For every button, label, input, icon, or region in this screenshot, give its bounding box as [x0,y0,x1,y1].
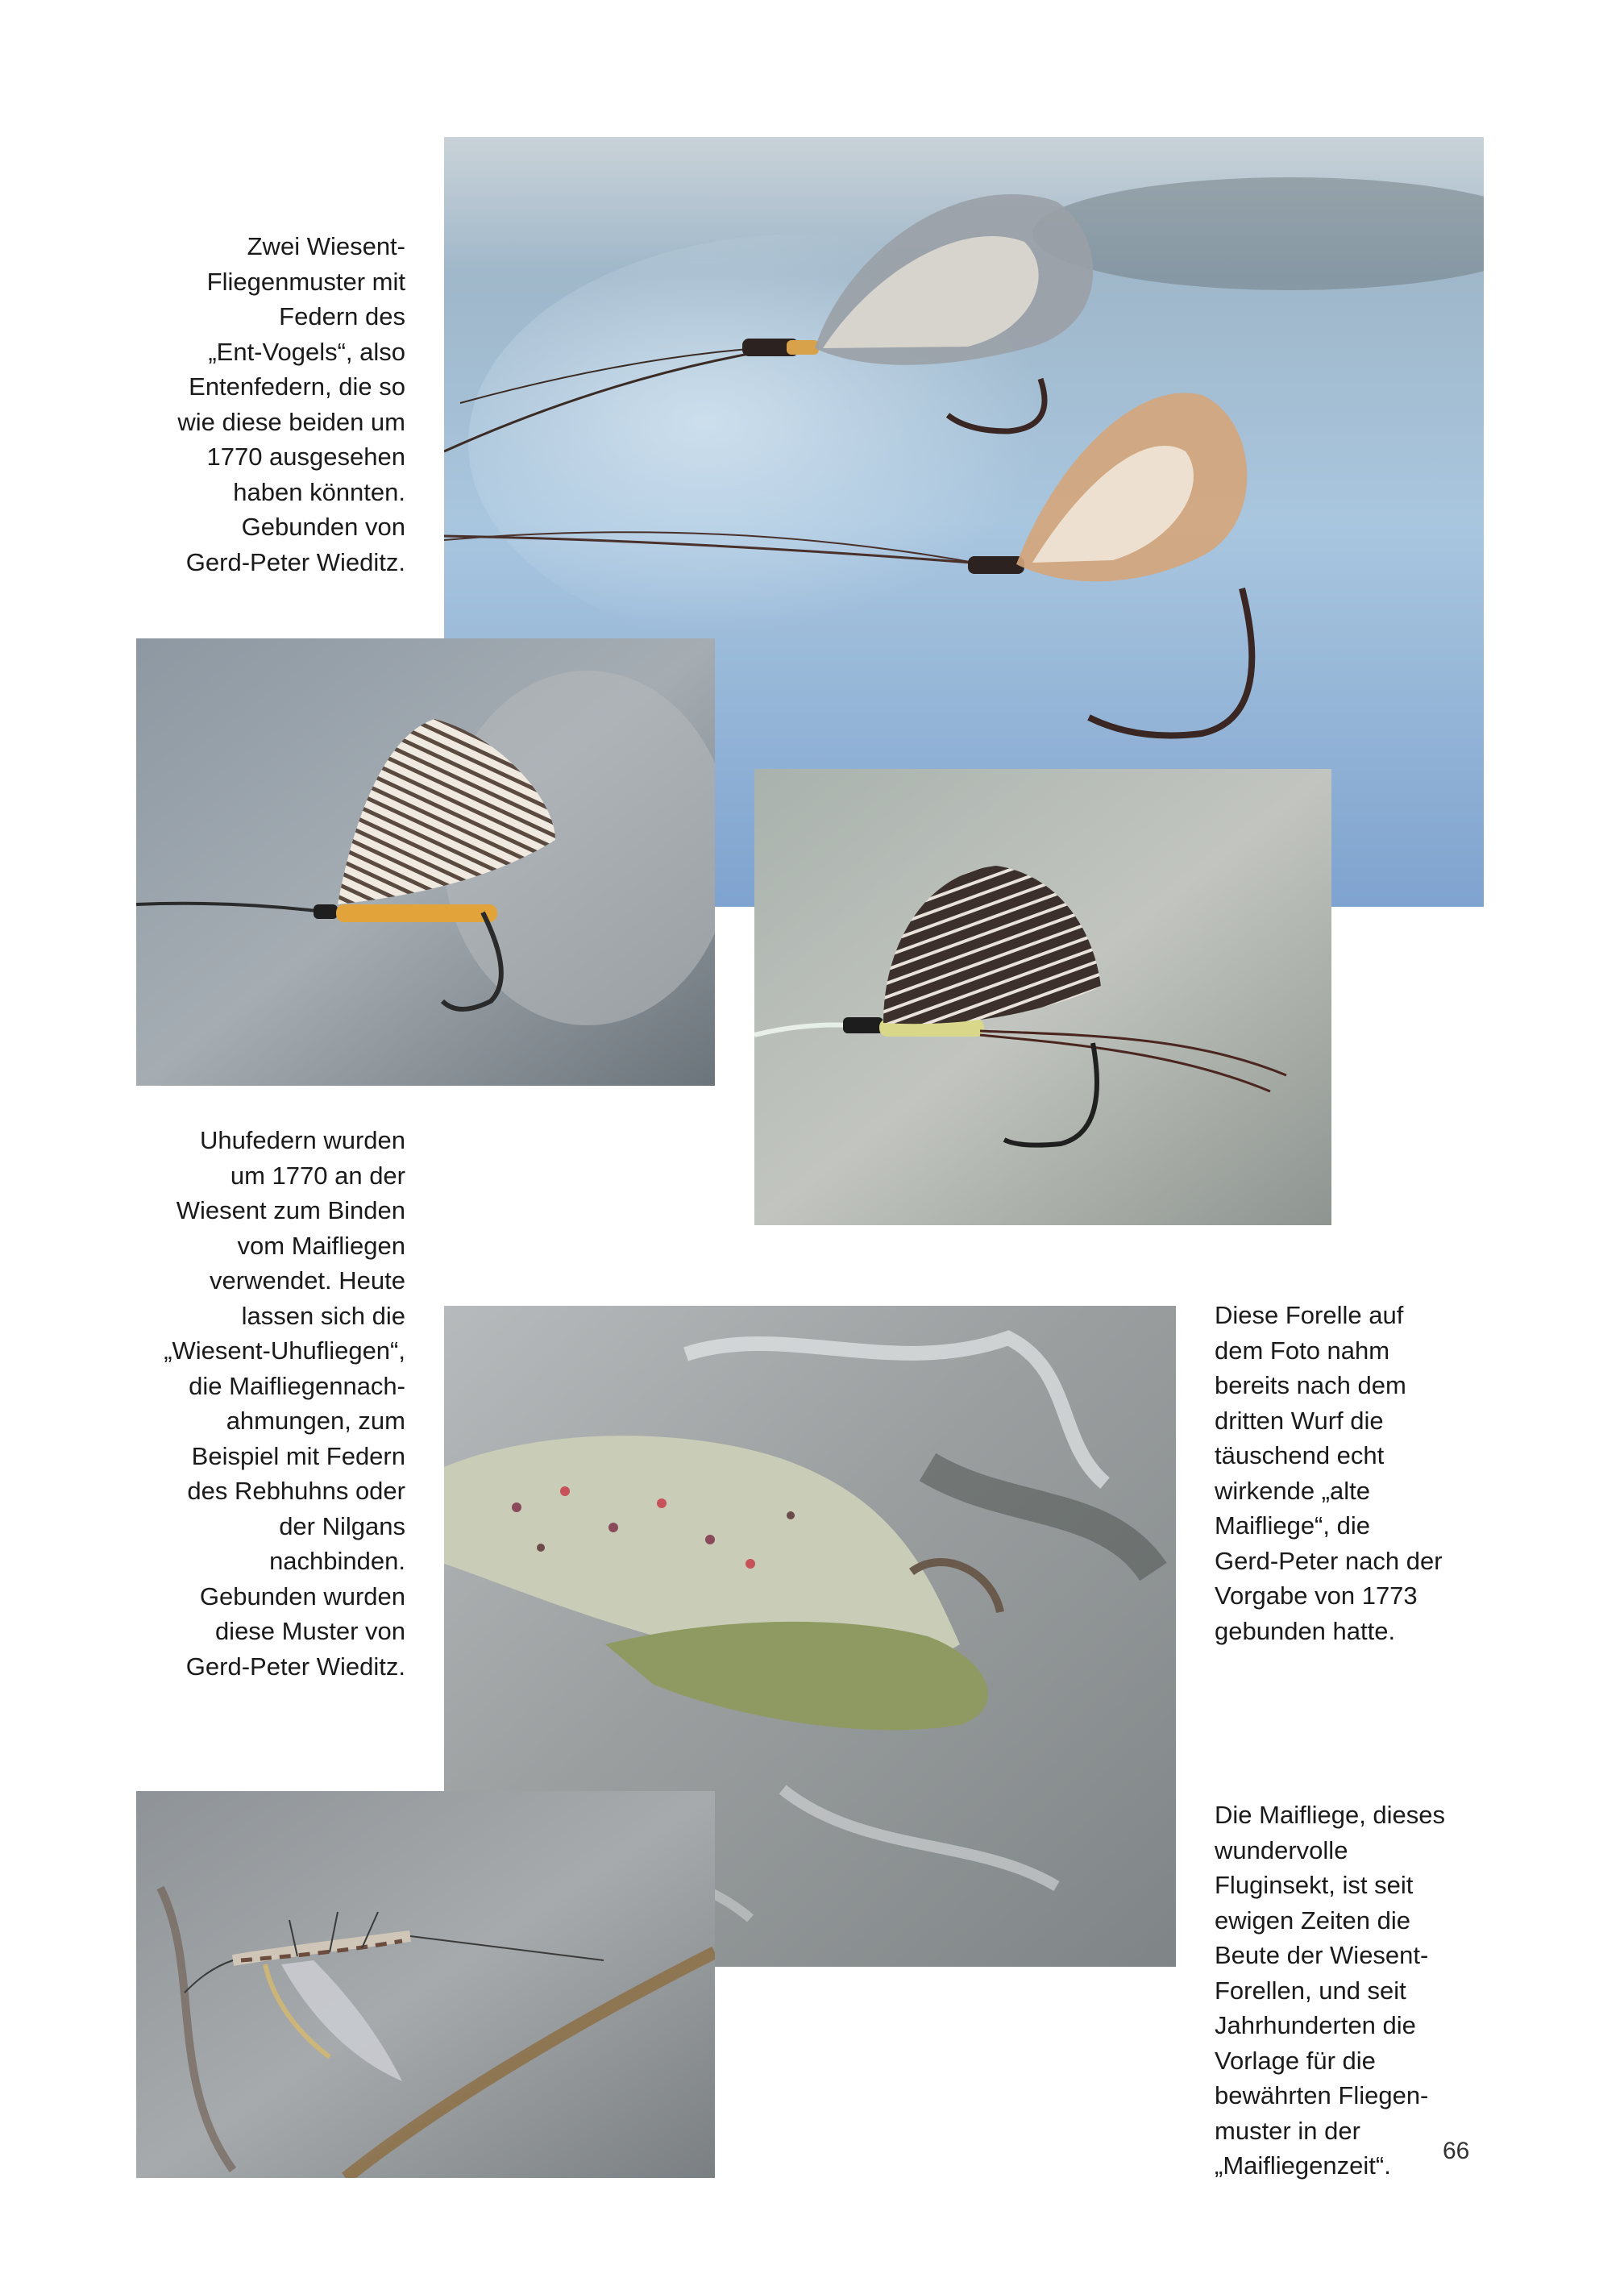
caption-entenfedern: Zwei Wiesent- Fliegenmuster mit Federn des „Ent-Vogels“, also Entenfedern, die so wie diese beiden um 1770 ausgesehen haben könnten. Gebunden von Gerd-Peter Wieditz. [177,232,405,576]
photo-speckled-feather-fly [754,769,1331,1225]
photo-owl-feather-fly [136,638,715,1086]
page-number: 66 [1443,2138,1470,2164]
caption-maifliege: Die Maifliege, dieses wundervolle Fluginsekt, ist seit ewigen Zeiten die Beute der Wiesent- Forellen, und seit Jahrhunderten die Vorlage für die bewährten Fliegen- muster in der „Maifliegenzeit“. [1215,1801,1446,2180]
caption-forelle: Diese Forelle auf dem Foto nahm bereits nach dem dritten Wurf die täuschend echt wirkende „alte Maifliege“, die Gerd-Peter nach der Vorgabe von 1773 gebunden hatte. [1215,1301,1443,1645]
photo-mayfly-on-water [136,1791,715,2178]
caption-uhufedern: Uhufedern wurden um 1770 an der Wiesent zum Binden vom Maifliegen verwendet. Heute lassen sich die „Wiesent-Uhufliegen“, die Maifliegennach- ahmungen, zum Beispiel mit Federn des Rebhuhns oder der Nilgans nachbinden. Gebunden wurden diese Muster von Gerd-Peter Wieditz. [164,1126,405,1681]
